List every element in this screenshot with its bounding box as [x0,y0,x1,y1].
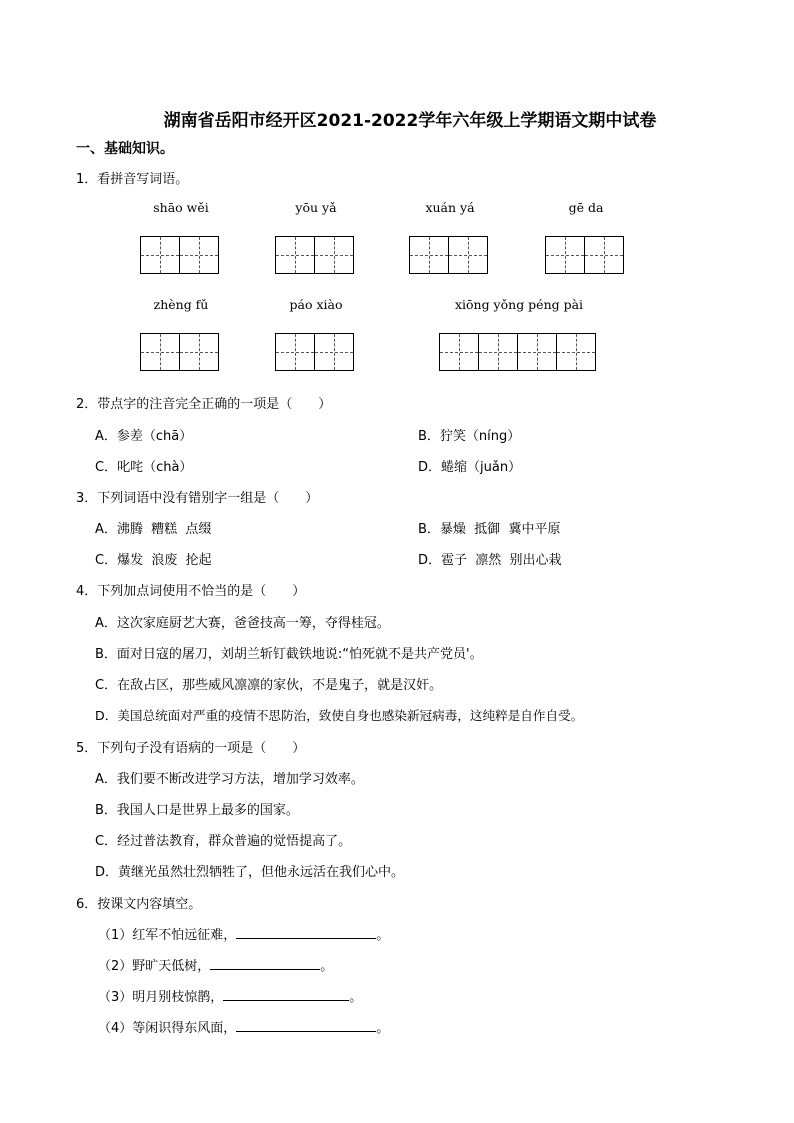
question-1-stem: 1．看拼音写词语。 [76,172,189,187]
option-b[interactable]: B．暴燥 抵御 冀中平原 [418,522,561,537]
option-d[interactable]: D．蜷缩（juǎn） [418,460,522,475]
grid-cell[interactable] [478,333,518,371]
option-d[interactable]: D．美国总统面对严重的疫情不思防治，致使自身也感染新冠病毒，这纯粹是自作自受。 [95,708,584,723]
pinyin-label: yōu yǎ [295,200,337,215]
fill-in-end: 。 [349,990,363,1005]
option-d[interactable]: D．黄继光虽然壮烈牺牲了，但他永远活在我们心中。 [95,865,405,880]
answer-blank[interactable] [223,986,349,1001]
question-2-stem: 2．带点字的注音完全正确的一项是（ ） [76,397,332,412]
writing-grid[interactable] [275,333,354,371]
grid-cell[interactable] [439,333,479,371]
grid-cell[interactable] [179,236,219,274]
question-5-stem: 5．下列句子没有语病的一项是（ ） [76,741,306,756]
fill-in-item [98,924,389,943]
pinyin-label: xuán yá [425,200,475,215]
writing-grid[interactable] [275,236,354,274]
fill-in-prompt: （4）等闲识得东风面， [98,1021,237,1036]
option-b[interactable]: B．我国人口是世界上最多的国家。 [95,803,299,818]
pinyin-label: gē da [568,200,604,215]
option-b[interactable]: B．面对日寇的屠刀，刘胡兰斩钉截铁地说:“怕死就不是共产党员'。 [95,647,483,662]
writing-grid[interactable] [140,333,219,371]
grid-cell[interactable] [517,333,557,371]
page-title: 湖南省岳阳市经开区2021-2022学年六年级上学期语文期中试卷 [163,111,657,131]
writing-grid[interactable] [439,333,596,371]
grid-cell[interactable] [314,236,354,274]
fill-in-end: 。 [376,1021,390,1036]
grid-cell[interactable] [448,236,488,274]
option-a[interactable]: A．参差（chā） [95,429,193,444]
option-c[interactable]: C．爆发 浪废 抡起 [95,553,212,568]
question-6-stem: 6．按课文内容填空。 [76,897,202,912]
option-c[interactable]: C．在敌占区，那些威风凛凛的家伙，不是鬼子，就是汉奸。 [95,678,443,693]
option-a[interactable]: A．这次家庭厨艺大赛，爸爸技高一筹，夺得桂冠。 [95,616,390,631]
question-3-stem: 3．下列词语中没有错别字一组是（ ） [76,491,319,506]
fill-in-end: 。 [320,959,334,974]
answer-blank[interactable] [210,955,320,970]
pinyin-label: xiōng yǒng péng pài [454,297,584,312]
option-b[interactable]: B．狞笑（níng） [418,429,521,444]
fill-in-prompt: （3）明月别枝惊鹊， [98,990,224,1005]
grid-cell[interactable] [275,333,315,371]
answer-blank[interactable] [236,1017,376,1032]
grid-cell[interactable] [140,236,180,274]
writing-grid[interactable] [409,236,488,274]
option-a[interactable]: A．我们要不断改进学习方法，增加学习效率。 [95,772,364,787]
fill-in-item [98,986,362,1005]
fill-in-end: 。 [376,928,390,943]
fill-in-prompt: （1）红军不怕远征难， [98,928,237,943]
pinyin-label: zhèng fǔ [153,297,209,312]
grid-cell[interactable] [556,333,596,371]
option-c[interactable]: C．叱咤（chà） [95,460,193,475]
fill-in-item [98,1017,389,1036]
fill-in-prompt: （2）野旷天低树， [98,959,211,974]
question-4-stem: 4．下列加点词使用不恰当的是（ ） [76,584,306,599]
grid-cell[interactable] [545,236,585,274]
option-c[interactable]: C．经过普法教育，群众普遍的觉悟提高了。 [95,834,352,849]
grid-cell[interactable] [314,333,354,371]
pinyin-label: shāo wěi [153,200,209,215]
grid-cell[interactable] [140,333,180,371]
grid-cell[interactable] [584,236,624,274]
writing-grid[interactable] [140,236,219,274]
fill-in-item [98,955,333,974]
grid-cell[interactable] [179,333,219,371]
grid-cell[interactable] [275,236,315,274]
writing-grid[interactable] [545,236,624,274]
answer-blank[interactable] [236,924,376,939]
pinyin-label: páo xiào [289,297,343,312]
option-a[interactable]: A．沸腾 糟糕 点缀 [95,522,212,537]
option-d[interactable]: D．雹子 凛然 别出心栽 [418,553,562,568]
grid-cell[interactable] [409,236,449,274]
section-heading: 一、基础知识。 [76,141,174,157]
